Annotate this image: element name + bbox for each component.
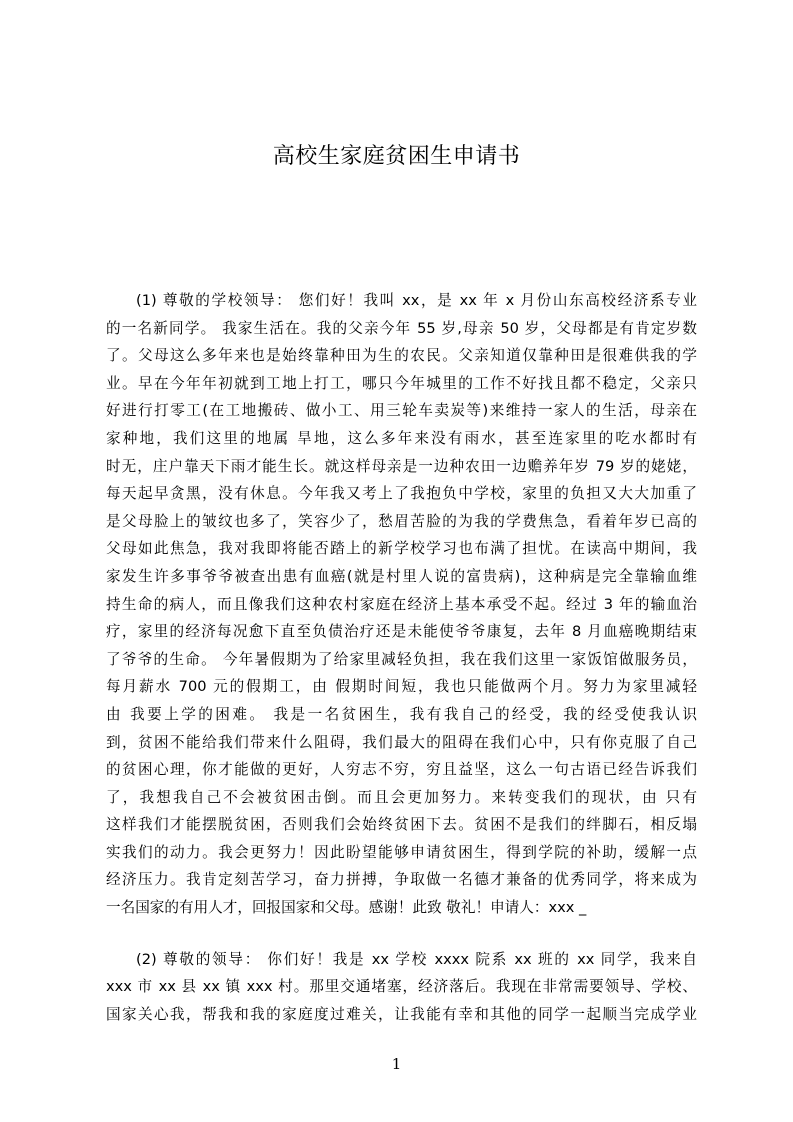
text-line: 了爷爷的生命。 今年暑假期为了给家里减轻负担，我在我们这里一家饭馆做服务员， [106, 650, 697, 668]
paragraph-gap [106, 922, 697, 946]
text-line: 每月薪水 700 元的假期工，由 假期时间短，我也只能做两个月。努力为家里减轻 [106, 678, 697, 696]
text-line: 是父母脸上的皱纹也多了，笑容少了，愁眉苦脸的为我的学费焦急，看着年岁已高的 [106, 512, 697, 530]
text-line: 业。早在今年年初就到工地上打工，哪只今年城里的工作不好找且都不稳定，父亲只 [106, 374, 697, 392]
text-line: 每天起早贪黑，没有休息。今年我又考上了我抱负中学校，家里的负担又大大加重了 [106, 485, 697, 503]
text-line: 时无，庄户靠天下雨才能生长。就这样母亲是一边种农田一边赡养年岁 79 岁的姥姥， [106, 457, 697, 475]
text-line: xxx 市 xx 县 xx 镇 xxx 村。那里交通堵塞，经济落后。我现在非常需要领导、学校、 [106, 978, 697, 996]
text-line: 由 我要上学的困难。 我是一名贫困生，我有我自己的经受，我的经受使我认识 [106, 705, 697, 723]
text-line: 疗，家里的经济每况愈下直至负债治疗还是未能使爷爷康复，去年 8 月血癌晚期结束 [106, 623, 697, 641]
document-title: 高校生家庭贫困生申请书 [272, 144, 521, 169]
text-line: 好进行打零工(在工地搬砖、做小工、用三轮车卖炭等)来维持一家人的生活，母亲在 [106, 402, 697, 420]
text-line: 实我们的动力。我会更努力！因此盼望能够申请贫困生，得到学院的补助，缓解一点 [106, 843, 697, 861]
text-line: 国家关心我，帮我和我的家庭度过难关，让我能有幸和其他的同学一起顺当完成学业 [106, 1005, 697, 1023]
document-body [106, 287, 697, 1028]
text-line: (1) 尊敬的学校领导： 您们好！我叫 xx，是 xx 年 x 月份山东高校经济系专业 [136, 292, 697, 309]
text-line: 这样我们才能摆脱贫困，否则我们会始终贫困下去。贫困不是我们的绊脚石，相反塌 [106, 816, 697, 834]
page-number: 1 [391, 1055, 402, 1073]
text-line: 父母如此焦急，我对我即将能否踏上的新学校学习也布满了担忧。在读高中期间，我 [106, 540, 697, 558]
paragraph-1 [106, 287, 697, 922]
text-line: (2) 尊敬的领导： 你们好！我是 xx 学校 xxxx 院系 xx 班的 xx 同学，我来自 [136, 950, 697, 968]
text-line: 家发生许多事爷爷被查出患有血癌(就是村里人说的富贵病)，这种病是完全靠输血维 [106, 567, 697, 585]
text-line: 一名国家的有用人才，回报国家和父母。感谢！此致 敬礼！申请人：xxx _ [106, 899, 587, 917]
text-line: 的贫困心理，你才能做的更好，人穷志不穷，穷且益坚，这么一句古语已经告诉我们 [106, 761, 697, 779]
text-line: 了，我想我自己不会被贫困击倒。而且会更加努力。来转变我们的现状，由 只有 [106, 788, 697, 806]
text-line: 的一名新同学。 我家生活在。我的父亲今年 55 岁,母亲 50 岁，父母都是有肯定岁数 [106, 319, 697, 337]
text-line: 了。父母这么多年来也是始终靠种田为生的农民。父亲知道仅靠种田是很难供我的学 [106, 347, 697, 365]
paragraph-2 [106, 946, 697, 1029]
text-line: 家种地，我们这里的地属 旱地，这么多年来没有雨水，甚至连家里的吃水都时有 [106, 429, 697, 447]
text-line: 到，贫困不能给我们带来什么阻碍，我们最大的阻碍在我们心中，只有你克服了自己 [106, 733, 697, 751]
text-line: 经济压力。我肯定刻苦学习，奋力拼搏，争取做一名德才兼备的优秀同学，将来成为 [106, 871, 697, 889]
text-line: 持生命的病人，而且像我们这种农村家庭在经济上基本承受不起。经过 3 年的输血治 [106, 595, 697, 613]
